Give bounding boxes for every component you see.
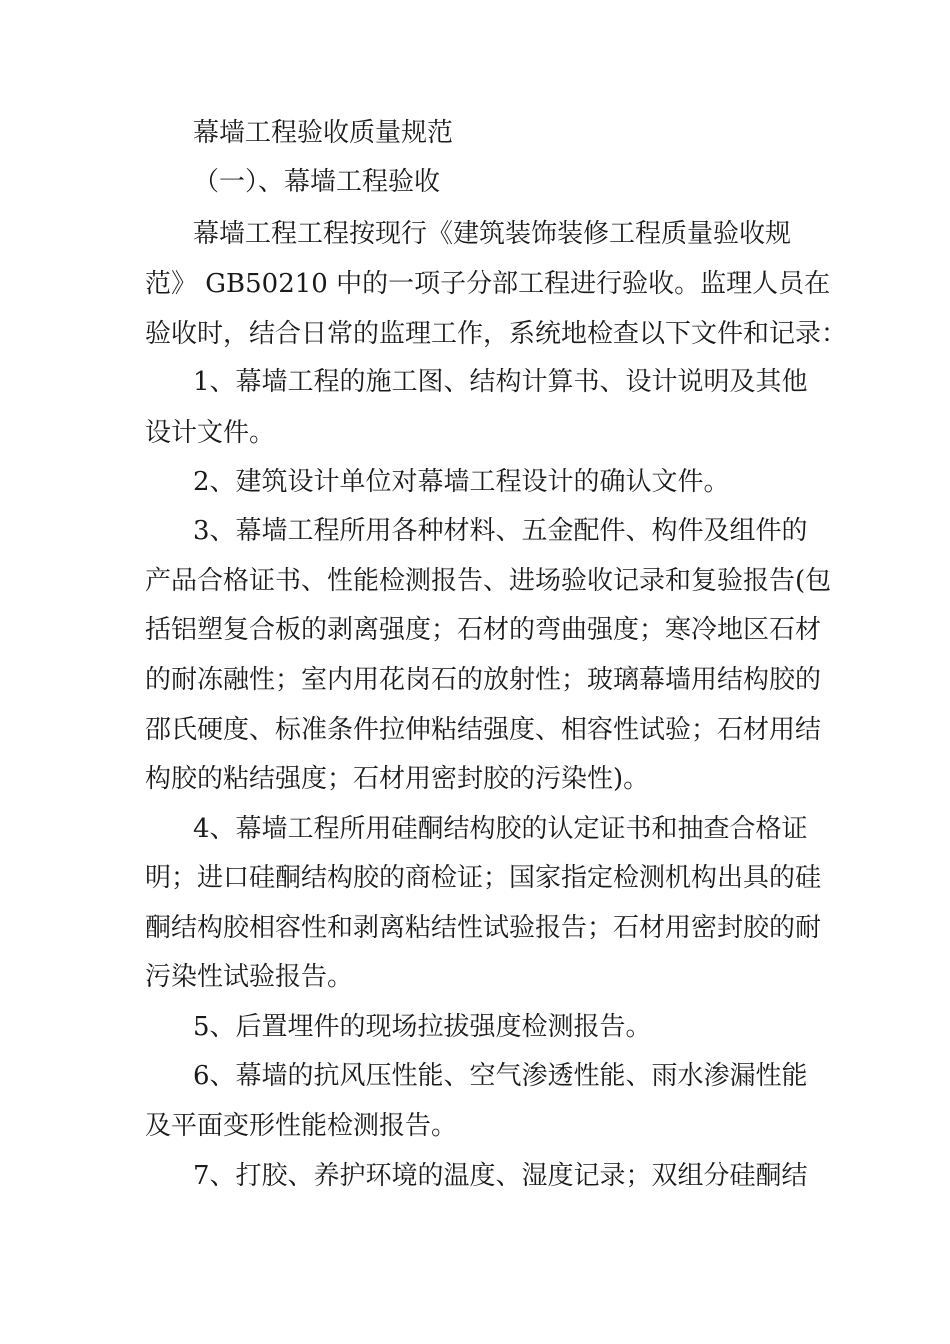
paragraph-line: 验收时，结合日常的监理工作，系统地检查以下文件和记录： (145, 319, 848, 349)
list-item-line: 1、幕墙工程的施工图、结构计算书、设计说明及其他 (193, 367, 808, 397)
list-item-line: 的耐冻融性；室内用花岗石的放射性；玻璃幕墙用结构胶的 (145, 665, 822, 695)
document-title: 幕墙工程验收质量规范 (193, 118, 454, 148)
section-heading: （一）、幕墙工程验收 (193, 167, 441, 197)
list-item-line: 4、幕墙工程所用硅酮结构胶的认定证书和抽查合格证 (193, 814, 808, 844)
list-item-line: 邵氏硬度、标准条件拉伸粘结强度、相容性试验；石材用结 (145, 715, 822, 745)
paragraph-line: 范》 GB50210 中的一项子分部工程进行验收。监理人员在 (145, 269, 831, 299)
list-item-line: 2、建筑设计单位对幕墙工程设计的确认文件。 (193, 467, 730, 497)
list-item-line: 设计文件。 (145, 418, 276, 448)
list-item-line: 括铝塑复合板的剥离强度；石材的弯曲强度；寒冷地区石材 (145, 615, 822, 645)
list-item-line: 产品合格证书、性能检测报告、进场验收记录和复验报告(包 (145, 566, 832, 596)
list-item-line: 及平面变形性能检测报告。 (145, 1111, 458, 1141)
list-item-line: 构胶的粘结强度；石材用密封胶的污染性)。 (145, 764, 650, 794)
list-item-line: 酮结构胶相容性和剥离粘结性试验报告；石材用密封胶的耐 (145, 913, 822, 943)
list-item-line: 3、幕墙工程所用各种材料、五金配件、构件及组件的 (193, 516, 808, 546)
list-item-line: 污染性试验报告。 (145, 962, 354, 992)
list-item-line: 明；进口硅酮结构胶的商检证；国家指定检测机构出具的硅 (145, 863, 822, 893)
list-item-line: 5、后置埋件的现场拉拔强度检测报告。 (193, 1012, 652, 1042)
list-item-line: 6、幕墙的抗风压性能、空气渗透性能、雨水渗漏性能 (193, 1061, 808, 1091)
list-item-line: 7、打胶、养护环境的温度、湿度记录；双组分硅酮结 (193, 1161, 808, 1191)
paragraph-line: 幕墙工程工程按现行《建筑装饰装修工程质量验收规 (193, 219, 792, 249)
